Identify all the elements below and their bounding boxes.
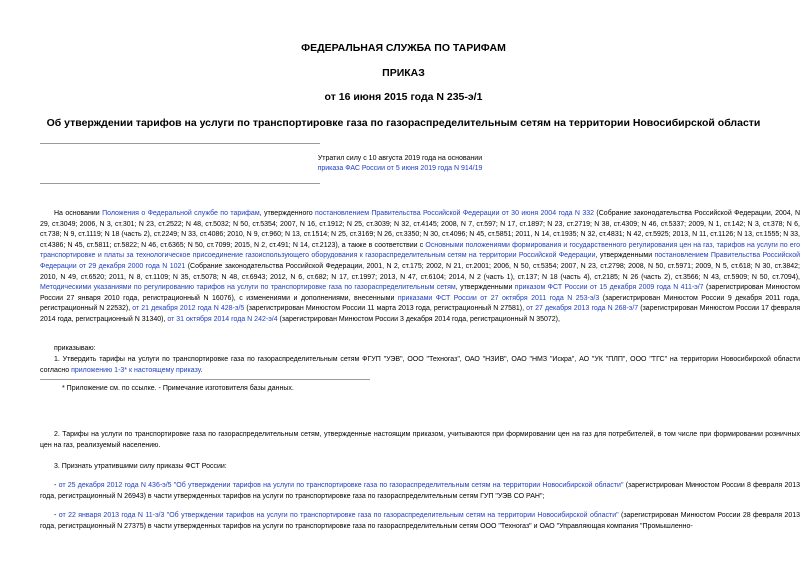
preamble-text: , утвержденного bbox=[259, 210, 316, 217]
preamble-text: (зарегистрирован Минюстом России 17 февраля 2014 года, регистрационный N 31340), bbox=[40, 305, 801, 323]
preamble-text: (зарегистрирован Минюстом России 27 января 2010 года, регистрационный N 16076), с изменениями и дополнениями, внесенными bbox=[40, 284, 800, 302]
preamble-text: (зарегистрирован Минюстом России 11 марта 2013 года, регистрационный N 27581), bbox=[244, 305, 527, 313]
link-order-411[interactable]: приказом ФСТ России от 15 декабря 2009 года N 411-э/7 bbox=[514, 284, 704, 292]
preamble-text: , утвержденными bbox=[595, 252, 655, 260]
preamble-text: (Собрание законодательства Российской Федерации, 2004, N 29, ст.3049; 2006, N 3, ст.301; N 23, ст.2522; N 48, ст.5032; N 50, ст.5354; 2007, N 16, ст.1912; N 25, ст.3039; N 32, ст.4145; 2008, N 7, ст.597; N 17, ст.1897; N 23, ст.2719; N 38, ст.4309; N 46, ст.5337; 2009, N 1, ст.142; N 3, ст.378; N 6, ст.738; N 9, ст.1119; N 18 (часть 2), ст.2249; N 33, ст.4086; 2010, N 9, ст.960; N 13, ст.1514; N 25, ст.3169; N 26, ст.3350; N 30, ст.4096; N 45, ст.5851; 2011, N 14, ст.1935; N 32, ст.4831; N 42, ст.5925; 2013, N 11, ст.1126; N 13, ст.1555; N 33, ст.4386; N 45, ст.5811; ст.5822; N 46, ст.6365; N 50, ст.7099; 2015, N 2, ст.491; N 14, ст.2123), а также в соответствии с bbox=[40, 210, 801, 249]
preamble-text: (зарегистрирован Минюстом России 9 декабря 2011 года, регистрационный N 22532), bbox=[40, 294, 800, 313]
link-fst-regulation[interactable]: Положения о Федеральной службе по тарифам bbox=[102, 210, 260, 217]
link-basic-provisions[interactable]: Основными положениями формирования и государственного регулирования цен на газ, тарифов на услуги по его транспортировке и платы за технологическое присоединение газоиспользующего оборудования к газораспределительным сетям на территории Российской Федерации bbox=[40, 241, 800, 260]
document-title: Об утверждении тарифов на услуги по транспортировке газа по газораспределительным сетям на территории Новосибирской области bbox=[46, 117, 761, 129]
bullet-2 bbox=[40, 511, 800, 533]
footnote-divider bbox=[40, 379, 370, 380]
preamble-paragraph bbox=[40, 209, 800, 326]
bullet-2-text: (зарегистрирован Минюстом России 28 февраля 2013 года, регистрационный N 27375) в части утвержденных тарифов на услуги по транспортировке газа по газораспределительным сетям ООО "Техногаз" и ОАО "Управляющая компания "Промышленно- bbox=[40, 512, 800, 530]
bullet-1 bbox=[40, 481, 800, 502]
lost-force-link[interactable]: приказа ФАС России от 5 июня 2019 года N 914/19 bbox=[317, 165, 483, 172]
preamble-text: (зарегистрирован Минюстом России 3 декабря 2014 года, регистрационный N 35072), bbox=[277, 315, 560, 323]
order-word: приказываю: bbox=[54, 345, 96, 352]
preamble-text: На основании bbox=[54, 210, 103, 217]
item-1-text: . bbox=[200, 366, 203, 374]
lost-force-text: Утратил силу с 10 августа 2019 года на основании bbox=[317, 155, 483, 162]
item-2: 2. Тарифы на услуги по транспортировке газа по газораспределительным сетям, утвержденные настоящим приказом, учитываются при формировании цен на газ для потребителей, в том числе при формировании розничных цен на газ, реализуемый населению. bbox=[40, 431, 800, 449]
lost-force-notice bbox=[300, 154, 500, 174]
link-order-253[interactable]: приказами ФСТ России от 27 октября 2011 года N 253-э/3 bbox=[397, 294, 600, 302]
item-1-text: 1. Утвердить тарифы на услуги по транспортировке газа по газораспределительным сетям ФГУП "УЭВ", ООО "Техногаз", ОАО "НЗИВ", ОАО "НМЗ "Искра", АО "УК "ПЛП", ООО "ТГС" на территории Новосибирской области согласно bbox=[40, 356, 800, 374]
link-order-11[interactable]: от 22 января 2013 года N 11-э/3 "Об утверждении тарифов на услуги по транспортировке газа по газораспределительным сетям на территории Новосибирской области" bbox=[58, 512, 619, 519]
link-gov-decree-332[interactable]: постановлением Правительства Российской Федерации от 30 июня 2004 года N 332 bbox=[315, 210, 595, 217]
link-order-268[interactable]: от 27 декабря 2013 года N 268-э/7 bbox=[526, 305, 639, 313]
link-methodical-guidelines[interactable]: Методическими указаниями по регулированию тарифов на услуги по транспортировке газа по газораспределительным сетям bbox=[40, 284, 456, 292]
document-type: ПРИКАЗ bbox=[382, 67, 425, 79]
divider-top bbox=[40, 143, 320, 144]
agency-name: ФЕДЕРАЛЬНАЯ СЛУЖБА ПО ТАРИФАМ bbox=[301, 42, 506, 54]
bullet-1-text: (зарегистрирован Минюстом России 8 февраля 2013 года, регистрационный N 26943) в части утвержденных тарифов на услуги по транспортировке газа по газораспределительным сетям ГУП "УЭВ СО РАН"; bbox=[40, 482, 801, 500]
item-1 bbox=[40, 355, 800, 376]
link-order-436[interactable]: от 25 декабря 2012 года N 436-э/5 "Об утверждении тарифов на услуги по транспортировке газа по газораспределительным сетям на территории Новосибирской области" bbox=[58, 482, 624, 489]
item-3: 3. Признать утратившими силу приказы ФСТ России: bbox=[54, 463, 227, 470]
preamble-text: (Собрание законодательства Российской Федерации, 2001, N 2, ст.175; 2002, N 21, ст.2001; 2006, N 50, ст.5354; 2007, N 23, ст.2798; 2008, N 50, ст.5971; 2009, N 5, ст.618; N 30, ст.3842; 2010, N 49, ст.6520; 2011, N 8, ст.1109; N 35, ст.5078; N 48, ст.6943; 2012, N 6, ст.682; N 17, ст.1997; 2013, N 47, ст.6104; 2014, N 2 (часть 1), ст.137; N 18 (часть 4), ст.2185; N 26 (часть 2), ст.3566; N 43, ст.5909; N 50, ст.7094), bbox=[40, 262, 800, 281]
link-appendix[interactable]: приложению 1-3* к настоящему приказу bbox=[71, 366, 201, 374]
link-gov-decree-1021[interactable]: постановлением Правительства Российской Федерации от 29 декабря 2000 года N 1021 bbox=[40, 252, 800, 270]
bullet-1-text: - bbox=[54, 482, 59, 489]
divider-bottom bbox=[40, 183, 320, 184]
link-order-428[interactable]: от 21 декабря 2012 года N 428-э/5 bbox=[132, 305, 245, 313]
bullet-2-text: - bbox=[54, 512, 59, 519]
document-date-number: от 16 июня 2015 года N 235-э/1 bbox=[324, 91, 483, 103]
preamble-text: , утвержденными bbox=[455, 284, 515, 292]
footnote: * Приложение см. по ссылке. - Примечание изготовителя базы данных. bbox=[62, 385, 294, 392]
link-order-242[interactable]: от 31 октября 2014 года N 242-э/4 bbox=[167, 315, 278, 323]
